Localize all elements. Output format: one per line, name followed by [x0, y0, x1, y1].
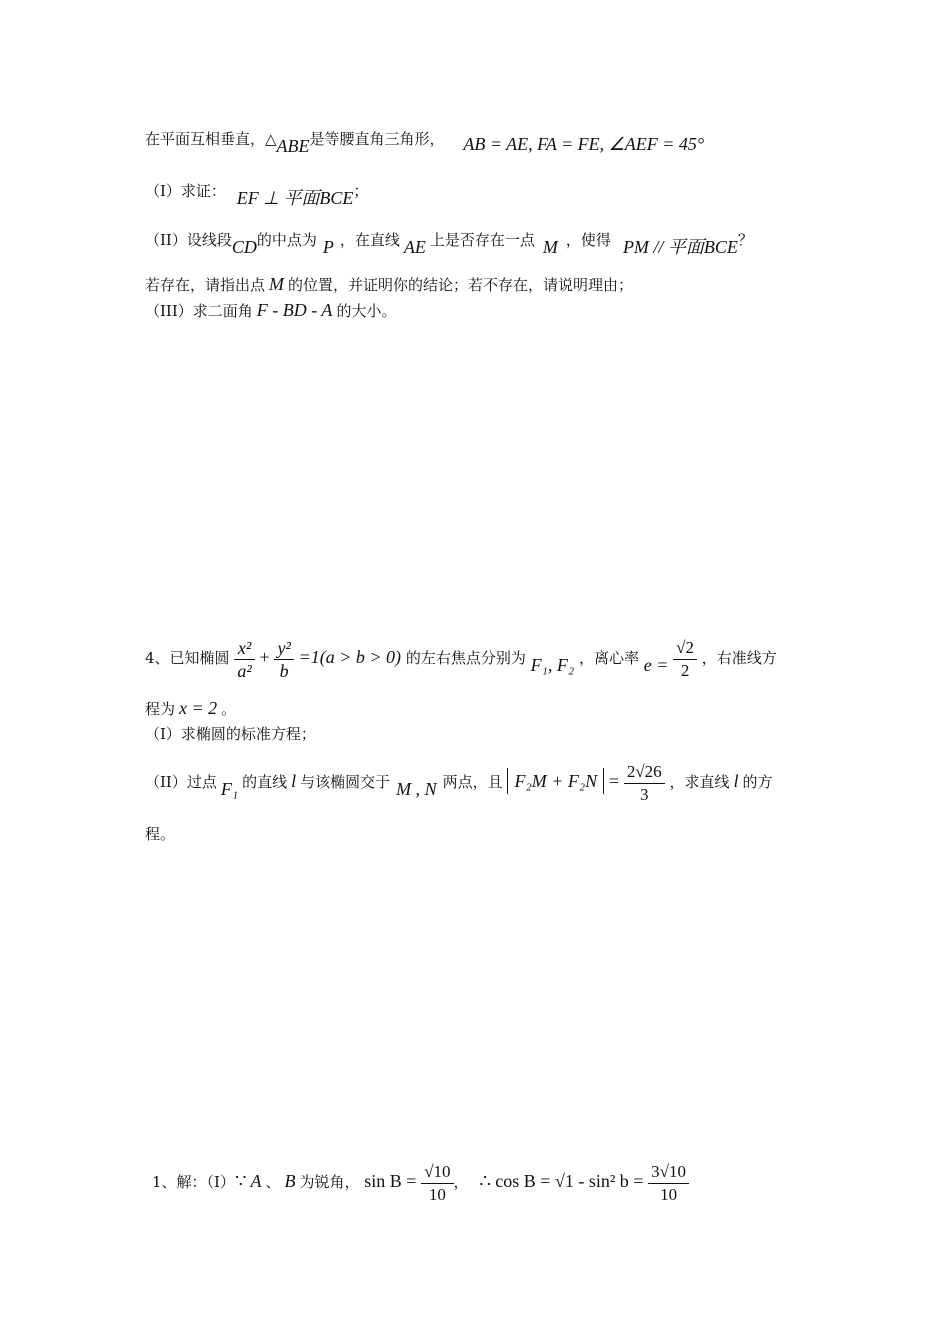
math: P: [322, 237, 334, 257]
denominator: 2: [680, 660, 690, 680]
fraction: [421, 1161, 453, 1206]
text: ，右准线方: [701, 649, 777, 667]
text: 的直线: [242, 773, 288, 791]
text: （II）过点: [145, 773, 217, 791]
text: 。: [221, 700, 237, 718]
problem4-part2: [145, 756, 773, 807]
math: A: [250, 1171, 262, 1191]
denominator: a²: [237, 660, 252, 681]
text: 若存在，请指出点: [145, 276, 266, 294]
problem4-line2: [145, 698, 236, 719]
math: ABE: [276, 136, 310, 156]
math: sin B =: [364, 1171, 417, 1191]
text: ？: [737, 231, 753, 249]
denominator: 10: [660, 1184, 678, 1204]
math: M: [269, 274, 285, 294]
text: 为锐角，: [299, 1173, 360, 1191]
text: 1、解：（Ⅰ）: [152, 1173, 235, 1191]
text: ，离心率: [578, 649, 639, 667]
math: AE: [403, 237, 426, 257]
problem3-part2: [145, 229, 753, 257]
text: ；: [353, 182, 369, 200]
math: EF ⊥ 平面BCE: [236, 188, 354, 208]
solution1-line: [152, 1156, 689, 1207]
fraction: [274, 637, 293, 682]
math: CD: [231, 237, 257, 257]
text: 的位置，并证明你的结论；若不存在，请说明理由；: [288, 276, 634, 294]
fraction: [648, 1161, 689, 1206]
fraction: [624, 761, 665, 806]
text: ，求直线: [669, 773, 730, 791]
text: ，在直线: [339, 231, 400, 249]
text: 的中点为: [256, 231, 317, 249]
problem3-part3: [145, 300, 396, 321]
numerator: √2: [673, 637, 697, 660]
text: 程为: [145, 700, 176, 718]
math: PM // 平面BCE: [622, 237, 738, 257]
problem4-part1: [145, 724, 316, 744]
problem3-line1: [145, 128, 705, 156]
text: （II）设线段: [145, 231, 232, 249]
math: ∵: [234, 1171, 247, 1191]
text: 是等腰直角三角形，: [309, 130, 445, 148]
denominator: b: [279, 660, 289, 681]
text: 的大小。: [336, 302, 397, 320]
numerator: 3√10: [648, 1161, 689, 1184]
math: e =: [643, 655, 669, 675]
problem3-part2-line2: [145, 274, 633, 295]
problem4-part2-line2: [145, 824, 175, 844]
text: 程。: [145, 825, 176, 843]
math: M , N: [396, 779, 437, 799]
text: 4、已知椭圆: [145, 649, 230, 667]
math: x = 2: [179, 698, 218, 718]
math: AB = AE, FA = FE, ∠AEF = 45°: [463, 134, 705, 154]
math: =: [608, 771, 620, 791]
math: F₁, F₂: [530, 655, 575, 675]
math: F₁: [220, 779, 239, 799]
vector-norm: F₂M + F₂N: [507, 768, 604, 794]
math: +: [259, 647, 270, 667]
text: 在平面互相垂直，△: [145, 130, 277, 148]
text: 两点，且: [442, 773, 503, 791]
text: ，使得: [565, 231, 611, 249]
math: F - BD - A: [256, 300, 333, 320]
text: （I）求椭圆的标准方程；: [145, 725, 316, 743]
numerator: √10: [421, 1161, 453, 1184]
problem3-part1: [145, 180, 369, 208]
math: l: [733, 771, 739, 791]
text: （I）求证：: [145, 182, 226, 200]
denominator: 10: [428, 1184, 446, 1204]
numerator: x²: [234, 637, 254, 660]
text: 的左右焦点分别为: [405, 649, 526, 667]
text: 与该椭圆交于: [300, 773, 391, 791]
fraction: [234, 637, 254, 682]
math: l: [291, 771, 297, 791]
fraction: [673, 637, 697, 682]
text: 的方: [742, 773, 773, 791]
math: B: [284, 1171, 296, 1191]
numerator: 2√26: [624, 761, 665, 784]
math: M: [542, 237, 558, 257]
text: 上是否存在一点: [429, 231, 535, 249]
math: ∴ cos B = √1 - sin² b =: [479, 1171, 644, 1191]
text: ，: [453, 1173, 469, 1191]
denominator: 3: [640, 784, 649, 804]
problem4-line1: [145, 632, 777, 683]
math: =1(a > b > 0): [298, 647, 402, 667]
numerator: y²: [274, 637, 293, 660]
text: （III）求二面角: [145, 302, 253, 320]
text: 、: [265, 1173, 281, 1191]
